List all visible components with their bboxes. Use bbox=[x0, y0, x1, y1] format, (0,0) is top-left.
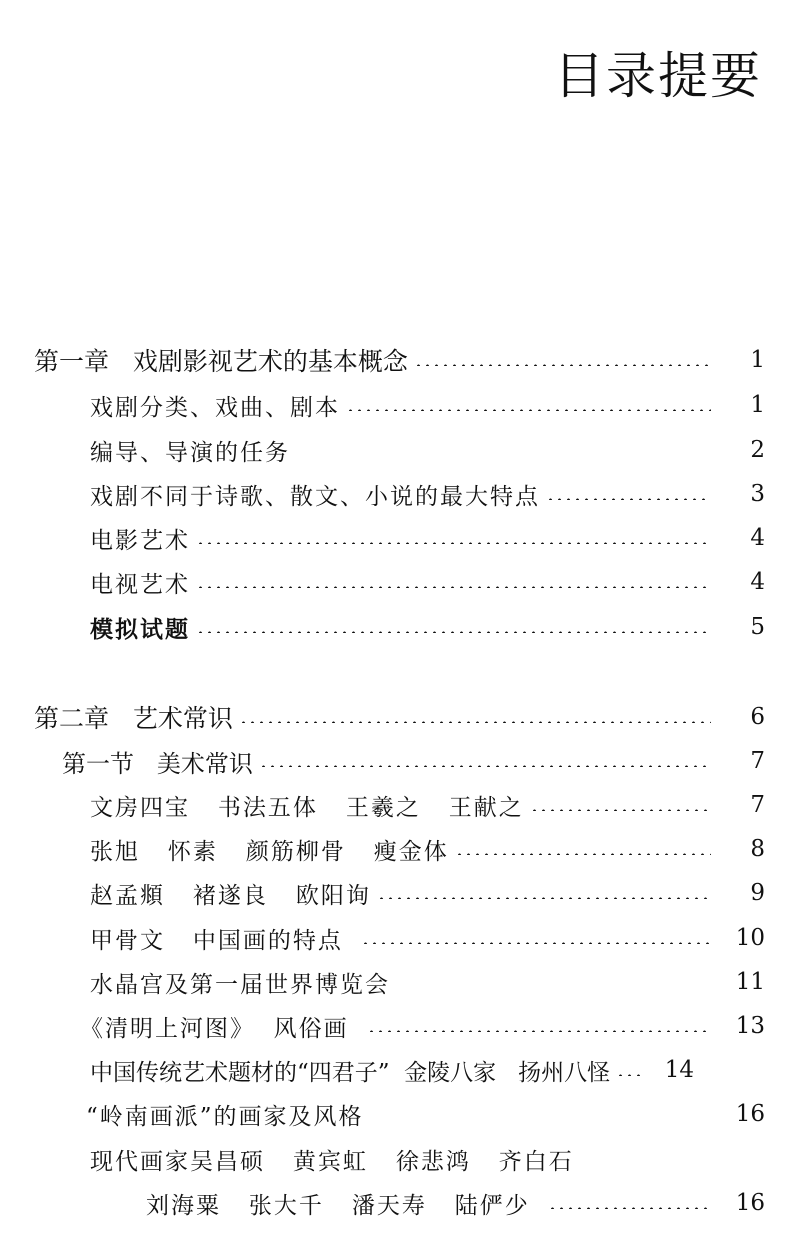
toc-page-number: 16 bbox=[735, 1101, 765, 1127]
toc-entry[interactable] bbox=[0, 385, 800, 425]
toc-entry[interactable] bbox=[0, 962, 800, 1002]
toc-page-number: 7 bbox=[750, 792, 765, 818]
dot-leader bbox=[239, 721, 711, 723]
toc-entry-text: 《清明上河图》 风俗画 bbox=[80, 1015, 349, 1042]
dot-leader bbox=[196, 542, 711, 544]
toc-section[interactable] bbox=[0, 741, 800, 781]
toc-entry-text: 刘海粟 张大千 潘天寿 陆俨少 bbox=[146, 1192, 530, 1219]
toc-entry-text: 戏剧不同于诗歌、散文、小说的最大特点 bbox=[90, 483, 540, 510]
toc-page-number: 9 bbox=[750, 880, 765, 906]
toc-page-number: 16 bbox=[735, 1190, 765, 1216]
toc-entry-text: “岭南画派”的画家及风格 bbox=[86, 1103, 364, 1130]
toc-entry[interactable] bbox=[0, 607, 800, 647]
toc-page-number: 10 bbox=[735, 925, 765, 951]
dot-leader bbox=[616, 1074, 640, 1076]
dot-leader bbox=[346, 409, 711, 411]
toc-page-number: 6 bbox=[750, 704, 765, 730]
dot-leader bbox=[455, 853, 711, 855]
toc-page-number: 13 bbox=[735, 1013, 765, 1039]
toc-page-number: 3 bbox=[750, 481, 765, 507]
dot-leader bbox=[196, 586, 711, 588]
toc-page-number: 4 bbox=[750, 525, 765, 551]
toc-entry[interactable] bbox=[0, 1006, 800, 1046]
toc-page-number: 1 bbox=[750, 392, 765, 418]
toc-entry-text: 第二章 艺术常识 bbox=[34, 704, 233, 733]
toc-chapter-1[interactable] bbox=[0, 340, 800, 380]
toc-entry[interactable] bbox=[0, 430, 800, 470]
toc-entry[interactable] bbox=[0, 785, 800, 825]
toc-page-number: 8 bbox=[750, 836, 765, 862]
toc-entry[interactable] bbox=[0, 474, 800, 514]
toc-page-number: 4 bbox=[750, 569, 765, 595]
dot-leader bbox=[548, 1207, 711, 1209]
toc-page-number: 2 bbox=[750, 437, 765, 463]
toc-entry[interactable] bbox=[0, 873, 800, 913]
dot-leader bbox=[530, 809, 711, 811]
toc-page-number: 1 bbox=[750, 347, 765, 373]
dot-leader bbox=[361, 942, 711, 944]
toc-page-number: 14 bbox=[664, 1057, 695, 1083]
toc-entry[interactable] bbox=[0, 1050, 800, 1090]
toc-entry-text: 现代画家吴昌硕 黄宾虹 徐悲鸿 齐白石 bbox=[90, 1148, 574, 1175]
toc-entry-text: 第一节 美术常识 bbox=[62, 749, 253, 778]
toc-entry[interactable] bbox=[0, 1139, 800, 1179]
toc-entry-text: 甲骨文 中国画的特点 bbox=[90, 927, 343, 954]
toc-entry-text: 电影艺术 bbox=[90, 527, 190, 554]
toc-entry-text: 文房四宝 书法五体 王羲之 王献之 bbox=[90, 794, 524, 821]
toc-entry-text: 张旭 怀素 颜筋柳骨 瘦金体 bbox=[90, 838, 449, 865]
toc-entry[interactable] bbox=[0, 562, 800, 602]
dot-leader bbox=[259, 765, 711, 767]
toc-entry-text: 编导、导演的任务 bbox=[90, 439, 290, 466]
toc-entry[interactable] bbox=[0, 918, 800, 958]
dot-leader bbox=[414, 364, 711, 366]
toc-entry[interactable] bbox=[0, 829, 800, 869]
toc-entry[interactable] bbox=[0, 518, 800, 558]
toc-chapter-2[interactable] bbox=[0, 697, 800, 737]
toc-entry-text: 第一章 戏剧影视艺术的基本概念 bbox=[34, 347, 408, 376]
toc-entry-text: 赵孟頫 褚遂良 欧阳询 bbox=[90, 882, 371, 909]
toc-page-number: 5 bbox=[750, 614, 765, 640]
toc-entry-text: 电视艺术 bbox=[90, 571, 190, 598]
toc-entry[interactable] bbox=[0, 1183, 800, 1223]
toc-entry-text: 戏剧分类、戏曲、剧本 bbox=[90, 394, 340, 421]
toc-entry[interactable] bbox=[0, 1094, 800, 1134]
page-title: 目录提要 bbox=[554, 47, 762, 105]
toc-page-number: 11 bbox=[735, 969, 765, 995]
dot-leader bbox=[367, 1030, 711, 1032]
dot-leader bbox=[546, 498, 711, 500]
toc-entry-text: 中国传统艺术题材的“四君子” 金陵八家 扬州八怪 bbox=[90, 1059, 611, 1086]
toc-entry-text: 模拟试题 bbox=[90, 615, 190, 643]
dot-leader bbox=[196, 631, 711, 633]
toc-page-number: 7 bbox=[750, 748, 765, 774]
dot-leader bbox=[377, 897, 711, 899]
toc-entry-text: 水晶宫及第一届世界博览会 bbox=[90, 971, 390, 998]
